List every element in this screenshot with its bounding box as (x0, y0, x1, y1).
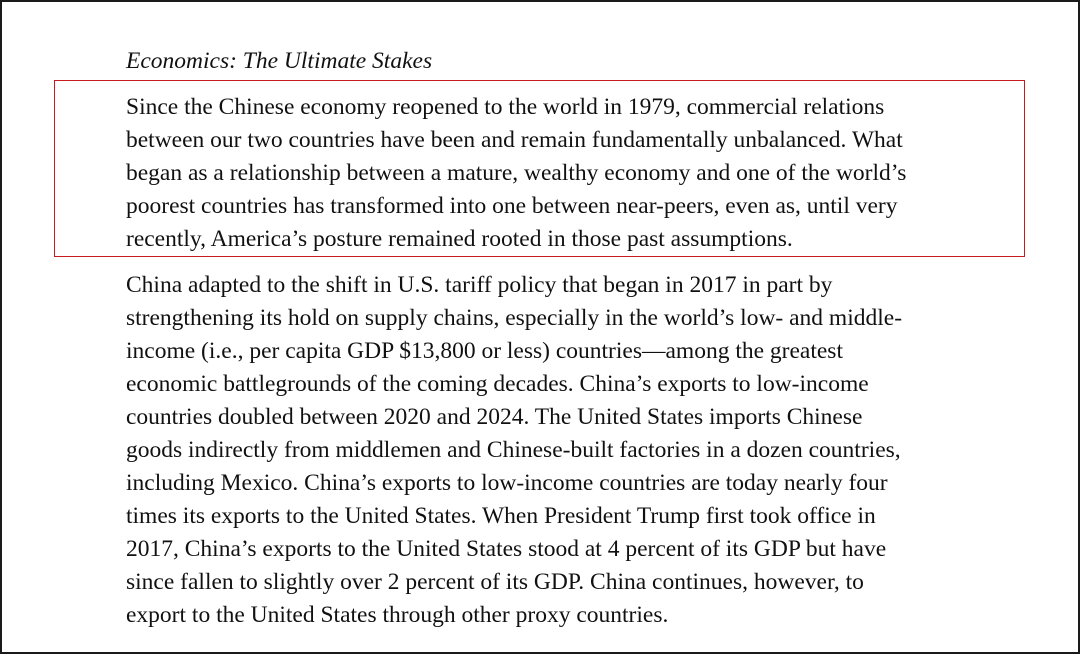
text-line: began as a relationship between a mature, wealthy economy and one of the world’s (126, 160, 907, 186)
text-line: China adapted to the shift in U.S. tariff policy that began in 2017 in part by (126, 272, 833, 298)
text-line: strengthening its hold on supply chains, especially in the world’s low- and middle- (126, 305, 903, 331)
text-line: export to the United States through other proxy countries. (126, 602, 669, 628)
text-line: between our two countries have been and remain fundamentally unbalanced. What (126, 127, 903, 153)
text-line: times its exports to the United States. When President Trump first took office in (126, 503, 876, 529)
highlighted-paragraph (126, 91, 906, 256)
text-line: countries doubled between 2020 and 2024. The United States imports Chinese (126, 404, 863, 430)
text-line: income (i.e., per capita GDP $13,800 or less) countries—among the greatest (126, 338, 843, 364)
body-paragraph (126, 269, 902, 632)
text-line: including Mexico. China’s exports to low-income countries are today nearly four (126, 470, 888, 496)
text-line: Since the Chinese economy reopened to the world in 1979, commercial relations (126, 94, 885, 120)
text-line: goods indirectly from middlemen and Chinese-built factories in a dozen countries, (126, 437, 901, 463)
text-line: recently, America’s posture remained rooted in those past assumptions. (126, 226, 793, 252)
text-line: 2017, China’s exports to the United States stood at 4 percent of its GDP but have (126, 536, 887, 562)
text-line: since fallen to slightly over 2 percent of its GDP. China continues, however, to (126, 569, 864, 595)
text-line: economic battlegrounds of the coming decades. China’s exports to low-income (126, 371, 869, 397)
text-line: poorest countries has transformed into one between near-peers, even as, until very (126, 193, 898, 219)
section-heading: Economics: The Ultimate Stakes (126, 48, 433, 74)
